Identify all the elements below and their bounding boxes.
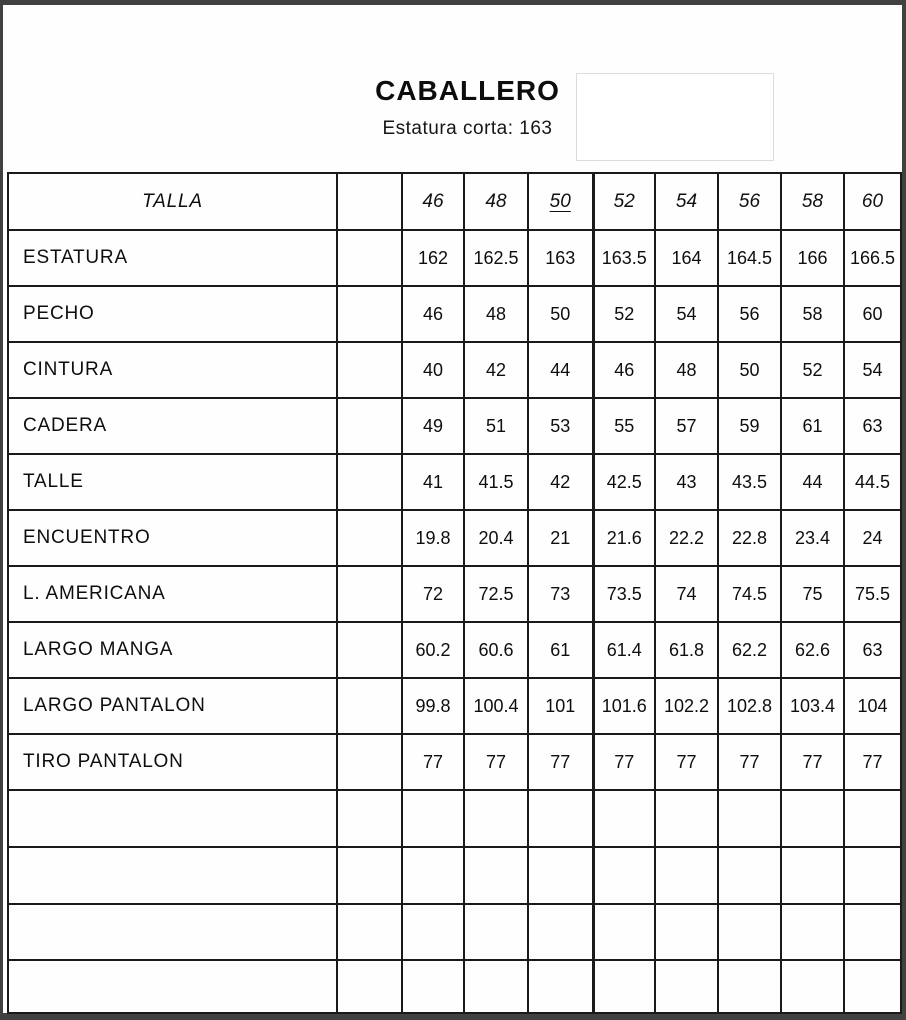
page-title: CABALLERO	[375, 75, 560, 106]
spacer-cell	[337, 734, 402, 790]
row-label: CINTURA	[8, 342, 337, 398]
value-cell: 42	[528, 454, 593, 510]
empty-cell	[464, 960, 528, 1013]
empty-cell	[8, 960, 337, 1013]
spacer-cell	[337, 566, 402, 622]
value-cell: 52	[781, 342, 844, 398]
value-cell: 75.5	[844, 566, 901, 622]
value-cell: 22.2	[655, 510, 718, 566]
value-cell: 61.4	[593, 622, 655, 678]
size-column-header-50: 50	[528, 173, 593, 230]
empty-cell	[593, 960, 655, 1013]
row-label: ENCUENTRO	[8, 510, 337, 566]
value-cell: 102.8	[718, 678, 781, 734]
value-cell: 166	[781, 230, 844, 286]
empty-cell	[337, 960, 402, 1013]
value-cell: 44.5	[844, 454, 901, 510]
value-cell: 24	[844, 510, 901, 566]
value-cell: 62.6	[781, 622, 844, 678]
row-label: PECHO	[8, 286, 337, 342]
value-cell: 20.4	[464, 510, 528, 566]
size-column-header-60: 60	[844, 173, 901, 230]
row-label: L. AMERICANA	[8, 566, 337, 622]
empty-cell	[655, 960, 718, 1013]
value-cell: 44	[781, 454, 844, 510]
value-cell: 100.4	[464, 678, 528, 734]
measurement-row-6	[8, 566, 901, 622]
value-cell: 57	[655, 398, 718, 454]
empty-cell	[402, 904, 464, 960]
paper-page	[3, 5, 902, 1013]
size-table	[7, 172, 902, 1014]
empty-cell	[464, 790, 528, 847]
row-label: TALLE	[8, 454, 337, 510]
value-cell: 54	[844, 342, 901, 398]
measurement-row-3	[8, 398, 901, 454]
spacer-cell	[337, 286, 402, 342]
measurement-row-4	[8, 454, 901, 510]
size-column-header-58: 58	[781, 173, 844, 230]
value-cell: 49	[402, 398, 464, 454]
empty-cell	[402, 790, 464, 847]
value-cell: 50	[718, 342, 781, 398]
value-cell: 164.5	[718, 230, 781, 286]
value-cell: 40	[402, 342, 464, 398]
value-cell: 102.2	[655, 678, 718, 734]
empty-cell	[8, 904, 337, 960]
empty-cell	[464, 904, 528, 960]
value-cell: 43.5	[718, 454, 781, 510]
value-cell: 75	[781, 566, 844, 622]
empty-cell	[655, 847, 718, 904]
empty-row-3	[8, 960, 901, 1013]
value-cell: 58	[781, 286, 844, 342]
spacer-cell	[337, 230, 402, 286]
empty-cell	[844, 960, 901, 1013]
blank-label-box	[576, 73, 774, 161]
value-cell: 53	[528, 398, 593, 454]
empty-row-1	[8, 847, 901, 904]
value-cell: 46	[593, 342, 655, 398]
measurement-row-7	[8, 622, 901, 678]
value-cell: 163.5	[593, 230, 655, 286]
empty-cell	[8, 790, 337, 847]
empty-row-2	[8, 904, 901, 960]
empty-row-0	[8, 790, 901, 847]
empty-cell	[655, 790, 718, 847]
empty-cell	[528, 847, 593, 904]
value-cell: 19.8	[402, 510, 464, 566]
empty-cell	[718, 847, 781, 904]
value-cell: 48	[464, 286, 528, 342]
value-cell: 63	[844, 398, 901, 454]
row-label: TIRO PANTALON	[8, 734, 337, 790]
spacer-cell	[337, 678, 402, 734]
row-label: CADERA	[8, 398, 337, 454]
empty-cell	[781, 790, 844, 847]
value-cell: 22.8	[718, 510, 781, 566]
spacer-cell	[337, 510, 402, 566]
value-cell: 50	[528, 286, 593, 342]
value-cell: 74	[655, 566, 718, 622]
size-column-header-46: 46	[402, 173, 464, 230]
empty-cell	[781, 847, 844, 904]
value-cell: 56	[718, 286, 781, 342]
size-column-header-56: 56	[718, 173, 781, 230]
empty-cell	[528, 790, 593, 847]
measurement-row-0	[8, 230, 901, 286]
value-cell: 61.8	[655, 622, 718, 678]
value-cell: 74.5	[718, 566, 781, 622]
empty-cell	[8, 847, 337, 904]
value-cell: 99.8	[402, 678, 464, 734]
row-label: LARGO MANGA	[8, 622, 337, 678]
value-cell: 55	[593, 398, 655, 454]
value-cell: 61	[528, 622, 593, 678]
empty-cell	[718, 790, 781, 847]
value-cell: 164	[655, 230, 718, 286]
value-cell: 42.5	[593, 454, 655, 510]
value-cell: 46	[402, 286, 464, 342]
value-cell: 52	[593, 286, 655, 342]
spacer-cell	[337, 454, 402, 510]
table-header-row	[8, 173, 901, 230]
spacer-cell	[337, 398, 402, 454]
empty-cell	[337, 904, 402, 960]
value-cell: 101.6	[593, 678, 655, 734]
value-cell: 77	[781, 734, 844, 790]
value-cell: 48	[655, 342, 718, 398]
value-cell: 163	[528, 230, 593, 286]
empty-cell	[593, 847, 655, 904]
empty-cell	[464, 847, 528, 904]
empty-cell	[655, 904, 718, 960]
measurement-row-5	[8, 510, 901, 566]
value-cell: 73	[528, 566, 593, 622]
value-cell: 103.4	[781, 678, 844, 734]
value-cell: 60.2	[402, 622, 464, 678]
value-cell: 72.5	[464, 566, 528, 622]
spacer-cell	[337, 342, 402, 398]
empty-cell	[718, 960, 781, 1013]
empty-cell	[593, 904, 655, 960]
row-label: ESTATURA	[8, 230, 337, 286]
value-cell: 104	[844, 678, 901, 734]
measurement-row-2	[8, 342, 901, 398]
value-cell: 77	[844, 734, 901, 790]
value-cell: 166.5	[844, 230, 901, 286]
value-cell: 77	[655, 734, 718, 790]
empty-cell	[844, 904, 901, 960]
value-cell: 44	[528, 342, 593, 398]
value-cell: 77	[402, 734, 464, 790]
value-cell: 61	[781, 398, 844, 454]
value-cell: 60	[844, 286, 901, 342]
empty-cell	[781, 904, 844, 960]
empty-cell	[337, 847, 402, 904]
value-cell: 77	[718, 734, 781, 790]
value-cell: 73.5	[593, 566, 655, 622]
value-cell: 43	[655, 454, 718, 510]
value-cell: 21	[528, 510, 593, 566]
value-cell: 101	[528, 678, 593, 734]
talla-header-cell: TALLA	[8, 173, 337, 230]
empty-cell	[528, 904, 593, 960]
value-cell: 62.2	[718, 622, 781, 678]
page-subtitle: Estatura corta: 163	[382, 118, 553, 139]
measurement-row-1	[8, 286, 901, 342]
size-column-header-48: 48	[464, 173, 528, 230]
size-column-header-52: 52	[593, 173, 655, 230]
row-label: LARGO PANTALON	[8, 678, 337, 734]
value-cell: 77	[593, 734, 655, 790]
size-column-header-54: 54	[655, 173, 718, 230]
value-cell: 59	[718, 398, 781, 454]
measurement-row-8	[8, 678, 901, 734]
spacer-column-cell	[337, 173, 402, 230]
empty-cell	[718, 904, 781, 960]
value-cell: 41	[402, 454, 464, 510]
value-cell: 162	[402, 230, 464, 286]
value-cell: 72	[402, 566, 464, 622]
measurement-row-9	[8, 734, 901, 790]
value-cell: 162.5	[464, 230, 528, 286]
value-cell: 42	[464, 342, 528, 398]
empty-cell	[844, 790, 901, 847]
empty-cell	[593, 790, 655, 847]
value-cell: 77	[528, 734, 593, 790]
value-cell: 23.4	[781, 510, 844, 566]
value-cell: 63	[844, 622, 901, 678]
empty-cell	[844, 847, 901, 904]
value-cell: 51	[464, 398, 528, 454]
value-cell: 41.5	[464, 454, 528, 510]
spacer-cell	[337, 622, 402, 678]
value-cell: 54	[655, 286, 718, 342]
empty-cell	[781, 960, 844, 1013]
value-cell: 77	[464, 734, 528, 790]
empty-cell	[337, 790, 402, 847]
empty-cell	[528, 960, 593, 1013]
empty-cell	[402, 960, 464, 1013]
value-cell: 60.6	[464, 622, 528, 678]
value-cell: 21.6	[593, 510, 655, 566]
empty-cell	[402, 847, 464, 904]
